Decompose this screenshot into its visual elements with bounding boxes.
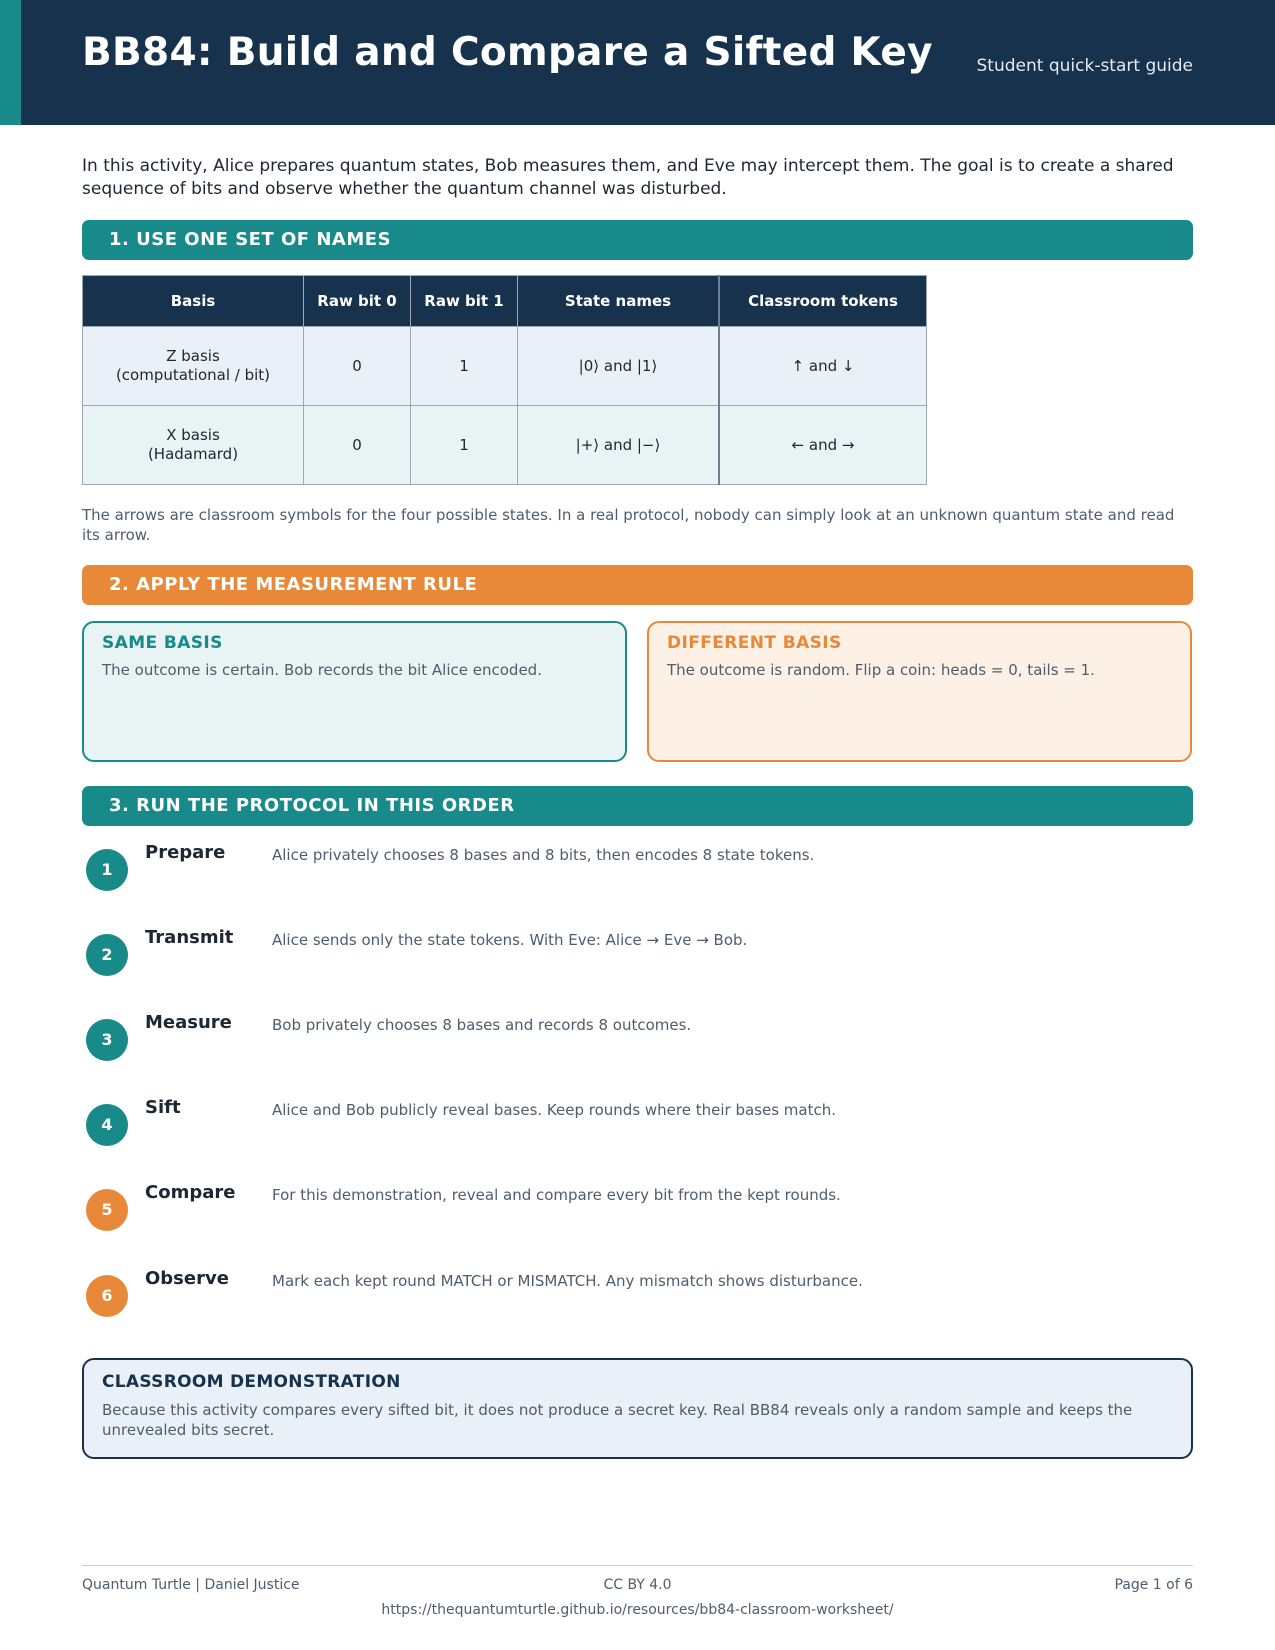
protocol-step [86,842,1186,893]
basis-description: (Hadamard) [147,445,239,463]
different-basis-box [647,621,1192,762]
classroom-tokens-cell: ↑ and ↓ [719,327,927,406]
footer-license: CC BY 4.0 [603,1577,672,1593]
step-number-badge: 6 [86,1275,128,1317]
step-description: Alice privately chooses 8 bases and 8 bits, then encodes 8 state tokens. [272,846,815,864]
raw-bit-0-cell: 0 [304,327,411,406]
step-description: Bob privately chooses 8 bases and records 8 outcomes. [272,1016,692,1034]
table-header-row [83,276,927,327]
same-basis-title: SAME BASIS [102,633,223,653]
same-basis-box [82,621,627,762]
raw-bit-0-cell: 0 [304,406,411,485]
table-row [83,327,927,406]
step-name: Prepare [145,842,226,863]
raw-bit-1-cell: 1 [411,406,518,485]
step-name: Sift [145,1097,181,1118]
basis-name: Z basis [166,347,220,365]
page-subtitle: Student quick-start guide [976,56,1193,76]
demo-text: Because this activity compares every sifted bit, it does not produce a secret key. Real BB84 reveals only a random sample and keeps the unrevealed bits secret. [102,1401,1133,1439]
page-title: BB84: Build and Compare a Sifted Key [82,30,933,75]
classroom-tokens-cell: ← and → [719,406,927,485]
different-basis-text: The outcome is random. Flip a coin: heads = 0, tails = 1. [667,661,1095,679]
section-2-heading: 2. APPLY THE MEASUREMENT RULE [82,565,1193,605]
step-number-badge: 5 [86,1189,128,1231]
names-table [82,275,927,485]
column-header-raw-bit-0: Raw bit 0 [304,276,411,327]
arrows-note: The arrows are classroom symbols for the four possible states. In a real protocol, nobody can simply look at an unknown quantum state and read its arrow. [82,506,1175,544]
demo-title: CLASSROOM DEMONSTRATION [102,1372,401,1392]
page-header [0,0,1275,125]
step-name: Measure [145,1012,232,1033]
step-description: For this demonstration, reveal and compare every bit from the kept rounds. [272,1186,841,1204]
footer-page-number: Page 1 of 6 [1114,1577,1193,1593]
column-header-raw-bit-1: Raw bit 1 [411,276,518,327]
footer-divider [82,1565,1193,1566]
column-header-state-names: State names [518,276,720,327]
basis-cell [83,327,304,406]
step-name: Compare [145,1182,236,1203]
raw-bit-1-cell: 1 [411,327,518,406]
basis-name: X basis [166,426,220,444]
footer-url[interactable]: https://thequantumturtle.github.io/resources/bb84-classroom-worksheet/ [381,1602,894,1618]
step-name: Transmit [145,927,234,948]
step-description: Alice sends only the state tokens. With Eve: Alice → Eve → Bob. [272,931,748,949]
step-number-badge: 4 [86,1104,128,1146]
basis-description: (computational / bit) [115,366,271,384]
basis-cell [83,406,304,485]
state-names-cell: |+⟩ and |−⟩ [518,406,720,485]
protocol-step [86,1012,1186,1063]
step-description: Alice and Bob publicly reveal bases. Keep rounds where their bases match. [272,1101,837,1119]
step-name: Observe [145,1268,229,1289]
step-number-badge: 1 [86,849,128,891]
step-number-badge: 3 [86,1019,128,1061]
protocol-step [86,927,1186,978]
section-3-heading: 3. RUN THE PROTOCOL IN THIS ORDER [82,786,1193,826]
section-1-heading: 1. USE ONE SET OF NAMES [82,220,1193,260]
intro-paragraph: In this activity, Alice prepares quantum states, Bob measures them, and Eve may intercept them. The goal is to create a shared sequence of bits and observe whether the quantum channel was disturbed. [82,156,1174,199]
step-number-badge: 2 [86,934,128,976]
classroom-demonstration-box [82,1358,1193,1459]
protocol-step [86,1097,1186,1148]
different-basis-title: DIFFERENT BASIS [667,633,842,653]
protocol-step [86,1268,1186,1319]
step-description: Mark each kept round MATCH or MISMATCH. Any mismatch shows disturbance. [272,1272,863,1290]
footer-author: Quantum Turtle | Daniel Justice [82,1577,300,1593]
state-names-cell: |0⟩ and |1⟩ [518,327,720,406]
header-accent-stripe [0,0,21,125]
column-header-basis: Basis [83,276,304,327]
table-row [83,406,927,485]
column-header-classroom-tokens: Classroom tokens [719,276,927,327]
same-basis-text: The outcome is certain. Bob records the bit Alice encoded. [102,661,542,679]
protocol-step [86,1182,1186,1233]
